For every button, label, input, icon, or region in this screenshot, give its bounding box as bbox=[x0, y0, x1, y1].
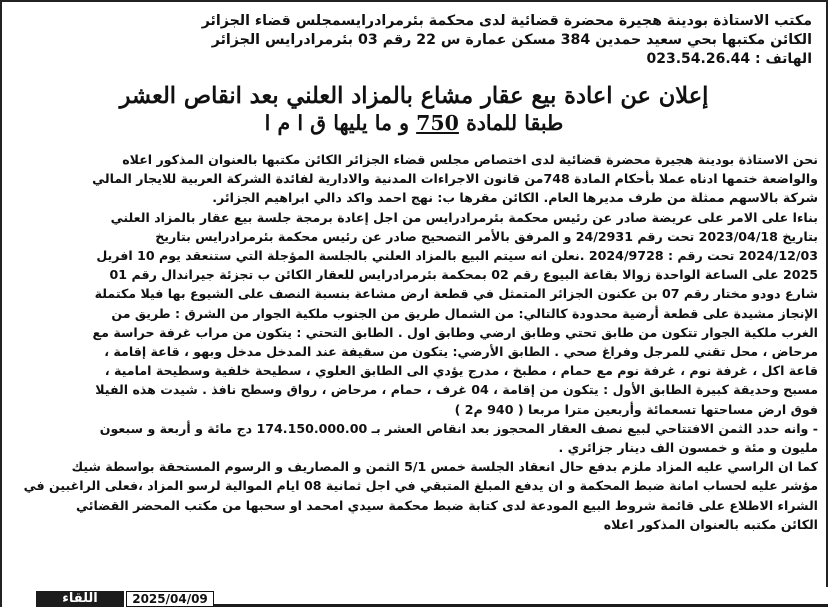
body-line: الشراء الاطلاع على قائمة شروط البيع المودعة لدى كتابة ضبط محكمة سيدي امحمد او سحبها من مكتب المحضر القضائي bbox=[76, 497, 818, 513]
body-line: بتاريخ 2023/04/18 تحت رقم 24/2931 و المرفق بالأمر التصحيح صادر عن رئيس محكمة بئرمرادرايس بتاريخ bbox=[155, 228, 818, 244]
notice-title-main: إعلان عن اعادة بيع عقار مشاع بالمزاد العلني بعد انقاص العشر bbox=[119, 83, 709, 109]
office-address-line: الكائن مكتبها بحي سعيد حمدين 384 مسكن عمارة س 22 رقم 03 بئرمرادرايس الجزائر bbox=[211, 32, 812, 48]
body-line: بناءا على الامر على عريضة صادر عن رئيس محكمة بئرمرادرايس من اجل إعادة برمجة جلسة بيع عقار بالمزاد العلني bbox=[110, 209, 818, 225]
bailiff-office-header bbox=[12, 12, 812, 68]
body-line: مسبح وحديقة كبيرة الطابق الأول : يتكون من إقامة ، 04 غرف ، حمام ، مرحاض ، رواق وسطح نافذ . شيدت هذه الفيلا bbox=[95, 382, 818, 398]
body-line: الكائن مكتبه بالعنوان المذكور اعلاه bbox=[603, 516, 818, 532]
newspaper-name: اللقاء bbox=[36, 591, 124, 607]
article-prefix: طبقا للمادة bbox=[466, 111, 564, 135]
phone-label: الهاتف : bbox=[755, 51, 812, 67]
body-line: والواضعة ختمها ادناه عملا بأحكام المادة 748من قانون الاجراءات المدنية والادارية لفائدة الشركة العربية للايجار المالي bbox=[92, 171, 818, 187]
notice-title bbox=[12, 82, 816, 136]
article-number: 750 bbox=[416, 111, 459, 135]
body-line: مليون و مئة و خمسون الف دينار جزائري . bbox=[558, 440, 818, 456]
body-line: نحن الاستاذة بودينة هجيرة محضرة قضائية لدى اختصاص مجلس قضاء الجزائر الكائن مكتبها بالعنوان المذكور اعلاه bbox=[122, 152, 818, 167]
body-line: شارع دودو مختار رقم 07 بن عكنون الجزائر المتمثل في قطعة ارض مشاعة بنسبة النصف على الشيوع بها فيلا مكتملة bbox=[94, 286, 818, 302]
article-suffix: و ما يليها ق ا م ا bbox=[264, 111, 409, 135]
body-line: 2024/12/03 تحت رقم : 2024/9728 .نعلن انه سيتم البيع بالمزاد العلني بالجلسة المؤجلة التي ستنعقد يوم 10 افريل bbox=[96, 248, 818, 264]
body-line: - وانه حدد الثمن الافتتاحي لبيع نصف العقار المحجوز بعد انقاص العشر بـ 174.150.000.00 دج مائة و أربعة و سبعون bbox=[99, 420, 818, 436]
newspaper-footer bbox=[2, 587, 828, 607]
body-line: كما ان الراسي عليه المزاد ملزم بدفع حال انعقاد الجلسة خمس 5/1 الثمن و المصاريف و الرسوم المستحقة بواسطة شيك bbox=[71, 459, 818, 475]
body-line: 2025 على الساعة الواحدة زوالا بقاعة البيوع رقم 02 بمحكمة بئرمرادرايس للعقار الكائن ب تجزئة جيراندال رقم 01 bbox=[109, 267, 818, 283]
office-phone-line bbox=[12, 50, 812, 68]
body-line: قاعة اكل ، غرفة نوم ، غرفة نوم مع حمام ، مطبخ ، مدرج يؤدي الى الطابق العلوي ، سطيحة خلفية وسطيحة امامية ، bbox=[104, 363, 818, 379]
body-line: مؤشر عليه لحساب امانة ضبط المحكمة و ان يدفع المبلغ المتبقي في اجل ثمانية 08 ايام الموالية لرسو المزاد ،فعلى الراغبين في bbox=[23, 478, 818, 494]
notice-body bbox=[6, 150, 818, 534]
notice-title-sub bbox=[12, 110, 816, 136]
body-line: شركة بالاسهم ممثلة من طرف مديرها العام. الكائن مقرها ب: نهج احمد واكد دالي ابراهيم الجزائر. bbox=[212, 190, 818, 206]
publication-date: 2025/04/09 bbox=[126, 591, 214, 607]
body-line: الإنجاز مشيدة على قطعة أرضية محدودة كالتالي: من الشمال طريق من الجنوب ملكية الجوار من الشرق : طريق من bbox=[111, 305, 818, 321]
body-line: الغرب ملكية الجوار تتكون من طابق تحتي وطابق ارضي وطابق اول . الطابق التحتي : يتكون من مراب غرفة حراسة مع bbox=[92, 324, 818, 340]
body-line: فوق ارض مساحتها تسعمائة وأربعين مترا مربعا ( 940 م2 ) bbox=[454, 401, 818, 417]
office-name-line: مكتب الاستاذة بودينة هجيرة محضرة قضائية لدى محكمة بئرمرادرايسمجلس قضاء الجزائر bbox=[201, 13, 812, 29]
body-line: مرحاض ، محل تقني للمرجل وفراغ صحي . الطابق الأرضي: يتكون من سقيفة عند المدخل مدخل وبهو ، قاعة إقامة ، bbox=[104, 344, 818, 360]
phone-number: 023.54.26.44 bbox=[646, 51, 751, 67]
